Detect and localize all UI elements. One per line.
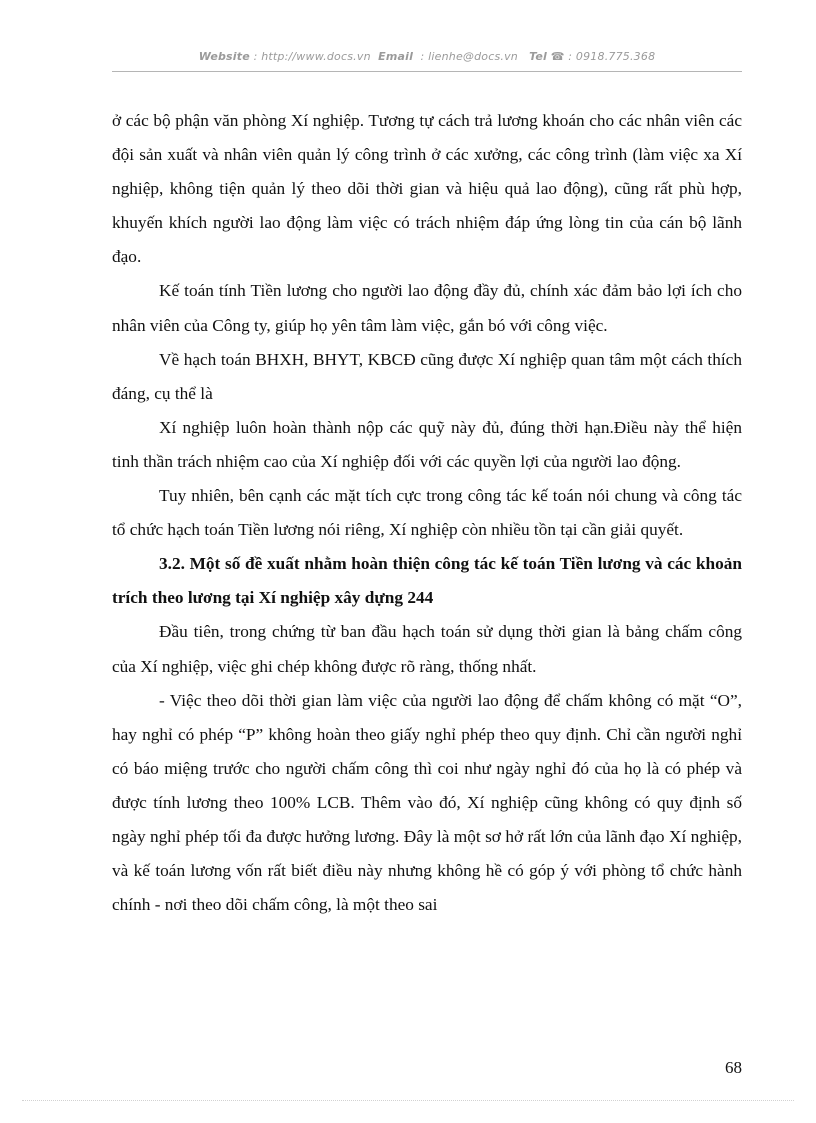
website-url[interactable]: : http://www.docs.vn xyxy=(253,50,371,63)
tel-label: Tel xyxy=(529,50,547,63)
section-heading: 3.2. Một số đề xuất nhằm hoàn thiện công tác kế toán Tiền lương và các khoản trích theo lương tại Xí nghiệp xây dựng 244 xyxy=(112,554,742,608)
header-divider xyxy=(112,71,742,72)
paragraph: Tuy nhiên, bên cạnh các mặt tích cực trong công tác kế toán nói chung và công tác tổ chức hạch toán Tiền lương nói riêng, Xí nghiệp còn nhiều tồn tại cần giải quyết. xyxy=(112,486,742,540)
paragraph: Kế toán tính Tiền lương cho người lao động đầy đủ, chính xác đảm bảo lợi ích cho nhân viên của Công ty, giúp họ yên tâm làm việc, gắn bó với công việc. xyxy=(112,281,742,335)
email-address[interactable]: : lienhe@docs.vn xyxy=(420,50,518,63)
paragraph: - Việc theo dõi thời gian làm việc của người lao động để chấm không có mặt “O”, hay nghỉ có phép “P” không hoàn theo giấy nghỉ phép theo quy định. Chỉ cần người nghỉ có báo miệng trước cho người chấm công thì coi như ngày nghỉ đó của họ là có phép và được tính lương theo 100% LCB. Thêm vào đó, Xí nghiệp cũng không có quy định số ngày nghỉ phép tối đa được hưởng lương. Đây là một sơ hở rất lớn của lãnh đạo Xí nghiệp, và kế toán lương vốn rất biết điều này nhưng không hề có góp ý với phòng tổ chức hành chính - nơi theo dõi chấm công, là một theo sai xyxy=(112,690,742,915)
website-label: Website xyxy=(198,50,250,63)
document-body xyxy=(112,104,742,922)
paragraph: Xí nghiệp luôn hoàn thành nộp các quỹ này đủ, đúng thời hạn.Điều này thể hiện tinh thần trách nhiệm cao của Xí nghiệp đối với các quyền lợi của người lao động. xyxy=(112,417,742,471)
paragraph: Về hạch toán BHXH, BHYT, KBCĐ cũng được Xí nghiệp quan tâm một cách thích đáng, cụ thể là xyxy=(112,349,742,403)
tel-number: ☎ : 0918.775.368 xyxy=(550,50,656,63)
page-number: 68 xyxy=(725,1058,742,1077)
email-label: Email xyxy=(378,50,414,63)
footer-divider xyxy=(22,1100,794,1101)
paragraph: Đầu tiên, trong chứng từ ban đầu hạch toán sử dụng thời gian là bảng chấm công của Xí nghiệp, việc ghi chép không được rõ ràng, thống nhất. xyxy=(112,622,742,676)
page-header xyxy=(112,50,742,63)
paragraph-continuation: ở các bộ phận văn phòng Xí nghiệp. Tương tự cách trả lương khoán cho các nhân viên các đội sản xuất và nhân viên quản lý công trình ở các xưởng, các công trình (làm việc xa Xí nghiệp, không tiện quản lý theo dõi thời gian và hiệu quả lao động), cũng rất phù hợp, khuyến khích người lao động làm việc có trách nhiệm đáp ứng lòng tin của cán bộ lãnh đạo. xyxy=(112,111,742,267)
